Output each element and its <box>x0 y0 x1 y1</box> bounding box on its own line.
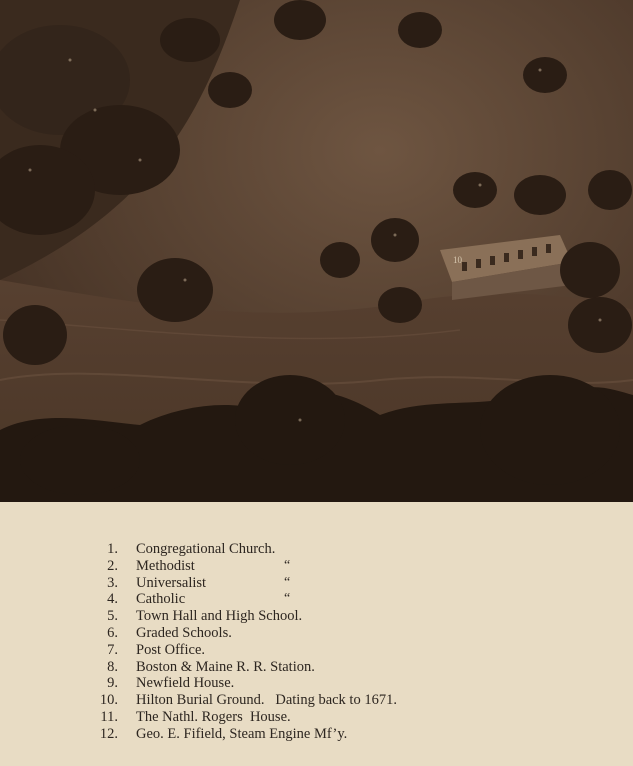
legend-label: Catholic <box>136 591 186 608</box>
legend-item <box>88 558 397 575</box>
legend-item <box>88 709 397 726</box>
legend-number: 4. <box>107 591 118 608</box>
legend-number: 10. <box>99 692 118 709</box>
legend-number: 3. <box>107 574 118 591</box>
legend-label: Hilton Burial Ground. Dating back to 1671. <box>136 692 397 709</box>
ditto-mark: “ <box>284 574 291 590</box>
legend-label: Post Office. <box>136 641 206 658</box>
legend-label: Methodist <box>136 557 195 574</box>
ditto-mark: “ <box>284 557 291 573</box>
legend-number: 11. <box>100 708 118 725</box>
legend-item <box>88 726 397 743</box>
legend-item <box>88 675 397 692</box>
legend-number: 6. <box>107 624 118 641</box>
legend-item <box>88 575 397 592</box>
legend-number: 1. <box>107 541 118 557</box>
legend-label: The Nathl. Rogers House. <box>136 708 291 725</box>
legend-number: 9. <box>107 675 118 692</box>
legend-item <box>88 692 397 709</box>
legend-label: Universalist <box>136 574 207 591</box>
legend-number: 7. <box>107 641 118 658</box>
legend-item <box>88 608 397 625</box>
legend-label: Boston & Maine R. R. Station. <box>136 658 315 675</box>
legend-item <box>88 541 397 558</box>
legend-item <box>88 642 397 659</box>
legend-number: 12. <box>99 725 118 742</box>
legend-label: Geo. E. Fifield, Steam Engine Mf’y. <box>136 725 348 742</box>
legend-number: 5. <box>107 608 118 625</box>
legend-item <box>88 625 397 642</box>
svg-text:10: 10 <box>453 255 462 265</box>
legend-label: Graded Schools. <box>136 624 232 641</box>
legend-item <box>88 591 397 608</box>
legend-label: Town Hall and High School. <box>136 608 303 625</box>
legend-label: Congregational Church. <box>136 541 276 557</box>
ditto-mark: “ <box>284 591 291 607</box>
legend-number: 8. <box>107 658 118 675</box>
legend-number: 2. <box>107 557 118 574</box>
map-legend <box>88 541 397 743</box>
legend-item <box>88 659 397 676</box>
legend-label: Newfield House. <box>136 675 235 692</box>
